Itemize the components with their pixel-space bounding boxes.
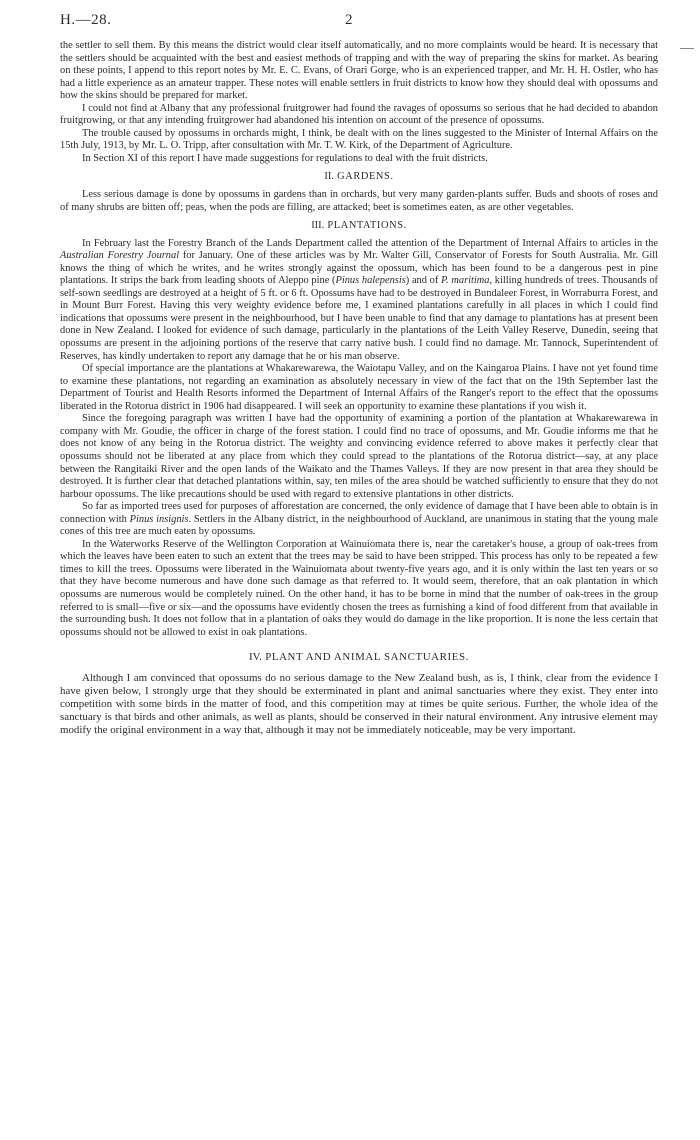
intro-paragraph-4: In Section XI of this report I have made suggestions for regulations to deal with the fruit districts. xyxy=(82,152,488,164)
section-heading-plantations xyxy=(60,220,658,233)
intro-paragraph-2: I could not find at Albany that any professional fruitgrower had found the ravages of opossums so serious that he had decided to abandon fruitgrowing, or that any intending fruitgrower had abandoned his intention on account of the presence of opossums. xyxy=(60,102,658,127)
text-run: , killing hundreds of trees. Thousands of self-sown seedlings are destroyed at a height of 5 ft. or 6 ft. Opossums have had to be destroyed in Bundaleer Forest, in Worraburra Forest, and in Mount Burr Forest. Having this very weighty evidence before me, I examined plantations carefully in all places in which I could find indications that opossums were present in the neighbourhood, but I have been unable to find that any damage to plantations has at present been done in New Zealand. I looked for evidence of such damage, particularly in the plantations of the Leith Valley Reserve, Dunedin, seeing that opossums are present in the adjoining portions of the reserve that carry native bush. I could find no damage. Mr. Tannock, Superintendent of Reserves, has kindly undertaken to report any damage that he or his man observe. xyxy=(60,275,658,362)
intro-paragraph-3: The trouble caused by opossums in orchards might, I think, be dealt with on the lines suggested to the Minister of Internal Affairs on the 15th July, 1913, by Mr. L. O. Tripp, after consultation with Mr. T. W. Kirk, of the Department of Agriculture. xyxy=(60,127,658,152)
species-name: P. maritima xyxy=(441,275,490,287)
plantations-paragraph-2: Of special importance are the plantations at Whakarewarewa, the Waiotapu Valley, and on the Kaingaroa Plains. I have not yet found time to examine these plantations, not regarding an examination as absolutely necessary in view of the fact that on the 19th September last the Department of Tourist and Health Resorts informed the Department of Internal Affairs of the Ranger's report to the effect that the opossums liberated in the Rotorua district in 1906 had disappeared. I will seek an opportunity to examine these plantations if you wish it. xyxy=(60,363,658,412)
plantations-paragraph-5: In the Waterworks Reserve of the Wellington Corporation at Wainuiomata there is, near the caretaker's house, a group of oak-trees from which the leaves have been eaten to such an extent that the trees may be said to have been stripped. This process has only to be repeated a few times to kill the trees. Opossums were liberated in the Wainuiomata about twenty-five years ago, and it is only within the last ten years or so that they have become numerous and have done such damage as that referred to. It would seem, therefore, that an oak plantation in which opossums are numerous would be completely ruined. On the other hand, it has to be borne in mind that the number of oak-trees in the group referred to is small—five or six—and the opossums have evidently chosen the trees as furnishing a kind of food different from that available in the surrounding bush. It does not follow that in a plantation of oaks they would do damage in the like proportion. It is none the less certain that opossums should not be allowed to exist in oak plantations. xyxy=(60,538,658,638)
journal-title: Australian Forestry Journal xyxy=(60,250,180,262)
text-run: So far as imported trees used for purposes of afforestation are concerned, the only evidence of damage that I have been able to obtain is in connection with xyxy=(60,501,658,525)
page-header xyxy=(60,12,650,36)
section-heading-sanctuaries xyxy=(60,651,658,664)
section-title: PLANT AND ANIMAL SANCTUARIES. xyxy=(265,651,469,664)
plantations-paragraph-3: Since the foregoing paragraph was written I have had the opportunity of examining a portion of the plantation at Whakarewarewa in company with Mr. Goudie, the officer in charge of the forest station. I could find no trace of opossums, and Mr. Goudie informs me that he does not know of any being in the Rotorua district. The weighty and convincing evidence referred to above makes it perfectly clear that opossums should not be liberated at any place from which they could spread to the plantations of the Rotorua district—say, at any place between the Rangitaiki River and the open lands of the Waikato and the Thames Valleys. If they are now present in that area they should be destroyed. It is further clear that detached plantations within, say, ten miles of the area should be watched sufficiently to ensure that they do not harbour opossums. The like precautions should be used with regard to extensive plantations in other districts. xyxy=(60,413,658,500)
page-number: 2 xyxy=(345,12,353,28)
plantations-paragraph-1 xyxy=(60,238,658,363)
plantations-paragraph-4 xyxy=(60,501,658,539)
section-title: PLANTATIONS. xyxy=(327,220,407,232)
text-run: for January. One of these articles was by Mr. Walter Gill, Conservator of Forests for South Australia. Mr. Gill knows the thing of which he writes, and he writes strongly against the opossum, which has been found to be a dangerous pest in pine plantations. It strips the bark from leading shoots of Aleppo pine ( xyxy=(60,250,658,287)
sanctuaries-section xyxy=(60,651,658,737)
sanctuaries-paragraph: Although I am convinced that opossums do no serious damage to the New Zealand bush, as is, I think, clear from the evidence I have given below, I strongly urge that they should be exterminated in plant and animal sanctuaries where they exist. They enter into competition with some birds in the matter of food, and this competition may at times be quite serious. Further, the whole idea of the sanctuary is that birds and other animals, as well as plants, should be conserved in their natural environment. Any intrusive element may modify the original environment in a way that, although it may not be immediately noticeable, may be very important. xyxy=(60,672,658,737)
section-heading-gardens xyxy=(60,171,658,184)
document-body xyxy=(60,40,658,737)
text-run: In February last the Forestry Branch of the Lands Department called the attention of the Department of Internal Affairs to articles in the xyxy=(82,237,658,249)
text-run: . Settlers in the Albany district, in the neighbourhood of Auckland, are unanimous in stating that the young male cones of this tree are much eaten by opossums. xyxy=(60,513,658,538)
gardens-paragraph: Less serious damage is done by opossums in gardens than in orchards, but very many garden-plants suffer. Buds and shoots of roses and of many shrubs are bitten off; peas, when the pods are filling, are attacked; beet is sometimes eaten, as are other vegetables. xyxy=(60,189,658,213)
section-number: IV. xyxy=(249,651,262,664)
section-title: GARDENS. xyxy=(337,171,394,183)
section-number: III. xyxy=(311,220,325,232)
species-name: Pinus insignis xyxy=(129,513,189,525)
section-number: II. xyxy=(324,171,334,183)
document-reference: H.—28. xyxy=(60,12,112,28)
species-name: Pinus halepensis xyxy=(335,275,406,287)
text-run: ) and of xyxy=(405,275,442,287)
intro-paragraph-1: the settler to sell them. By this means the district would clear itself automatically, and no more complaints would be heard. It is necessary that the settlers should be acquainted with the best and easiest methods of trapping and with the way of preparing the skins for market. As bearing on these points, I append to this report notes by Mr. E. C. Evans, of Orari Gorge, who is an experienced trapper, and Mr. H. H. Ostler, who has had a little experience as an amateur trapper. These notes will enable settlers in fruit districts to know how they should deal with opossums and how the skins should be prepared for market. xyxy=(60,40,658,102)
margin-mark xyxy=(680,48,694,49)
